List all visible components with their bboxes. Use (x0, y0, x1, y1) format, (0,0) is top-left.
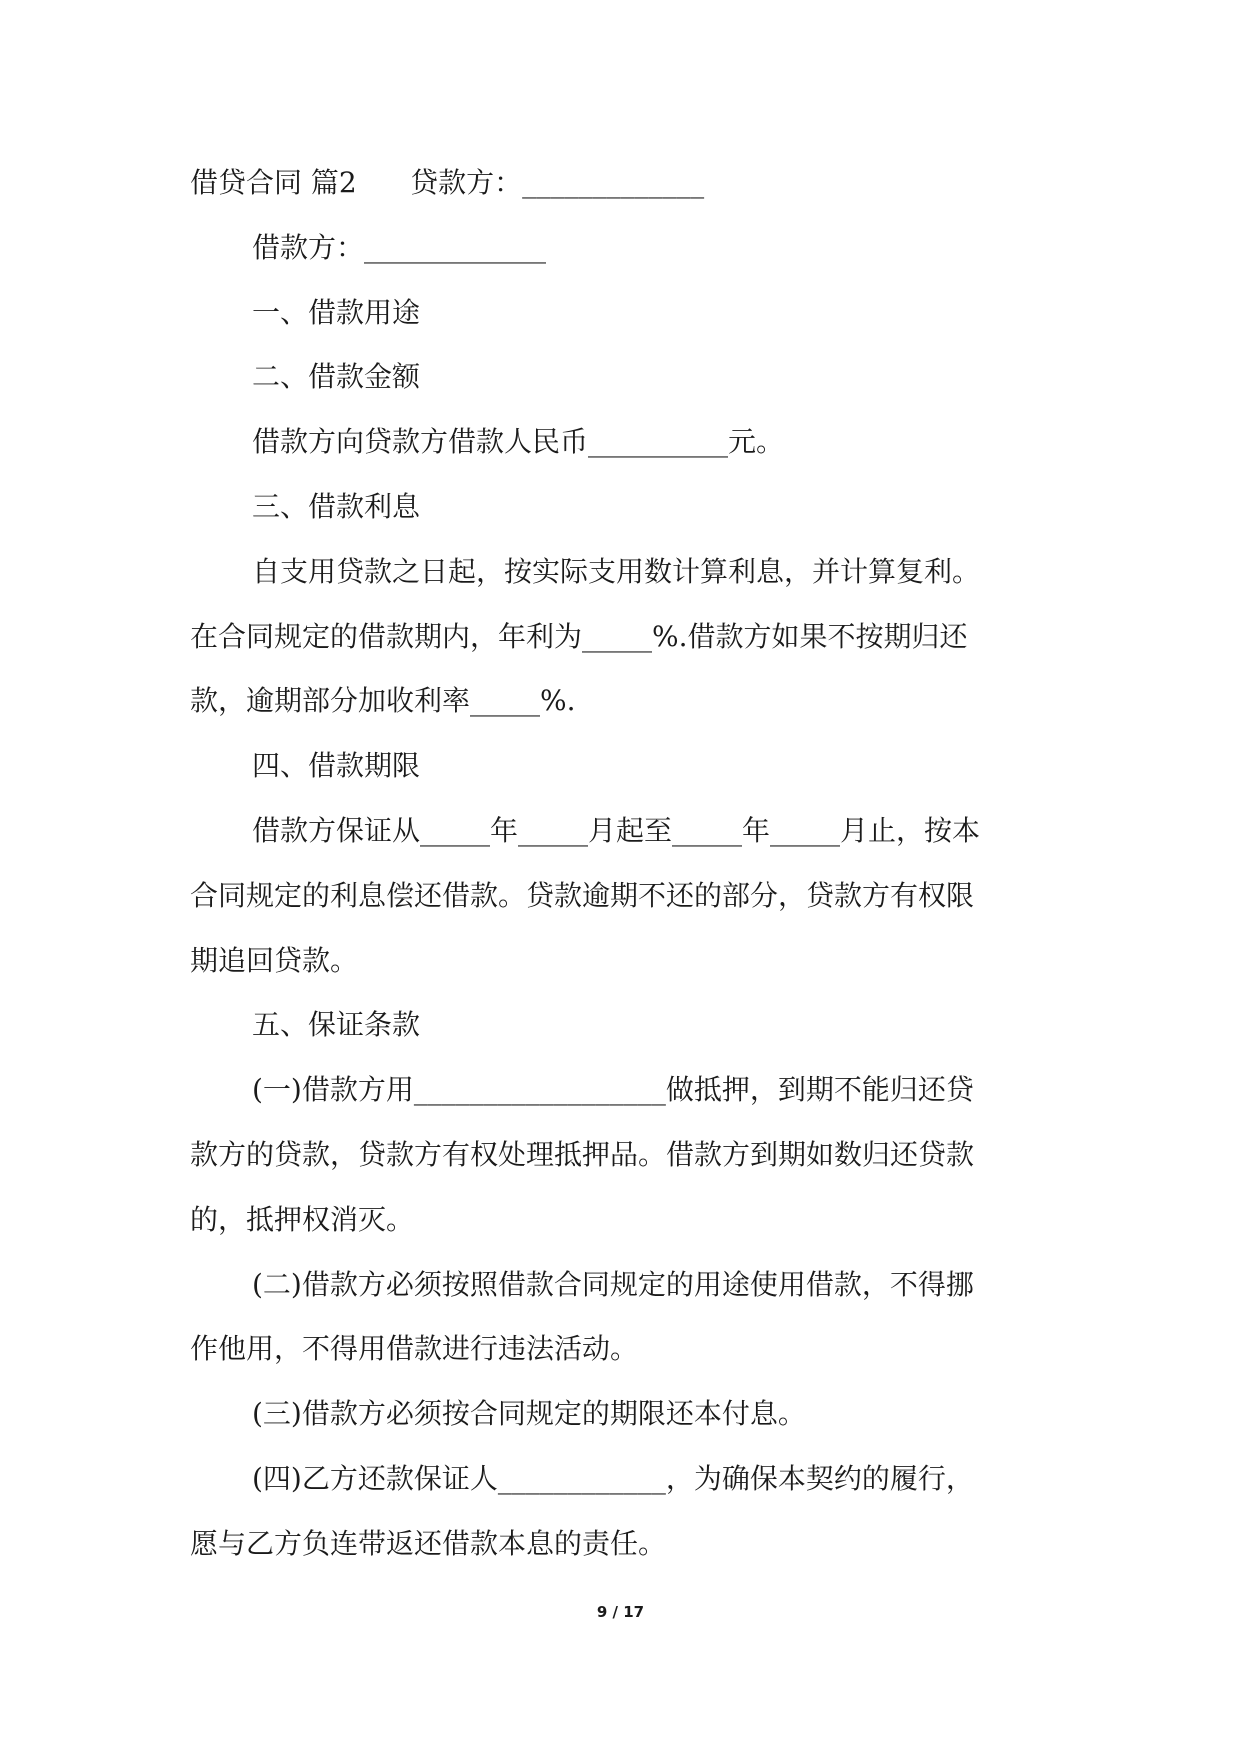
paragraph-line: 在合同规定的借款期内，年利为_____%.借款方如果不按期归还 (190, 620, 968, 653)
paragraph-line: (二)借款方必须按照借款合同规定的用途使用借款，不得挪 (252, 1268, 974, 1301)
paragraph-line: 自支用贷款之日起，按实际支用数计算利息，并计算复利。 (252, 555, 981, 588)
paragraph-line: (一)借款方用__________________做抵押，到期不能归还贷 (252, 1073, 974, 1106)
paragraph-line: 愿与乙方负连带返还借款本息的责任。 (190, 1527, 667, 1560)
paragraph-line: 借款方保证从_____年_____月起至_____年_____月止，按本 (252, 814, 981, 847)
section-heading: 三、借款利息 (252, 490, 421, 523)
paragraph-line: 款方的贷款，贷款方有权处理抵押品。借款方到期如数归还贷款 (190, 1138, 975, 1171)
borrower-line: 借款方：_____________ (252, 231, 547, 264)
section-heading: 四、借款期限 (252, 749, 421, 782)
page-number: 9 / 17 (596, 1603, 645, 1621)
title-line: 借贷合同 篇2 贷款方：_____________ (190, 166, 705, 199)
section-heading: 二、借款金额 (252, 360, 421, 393)
paragraph-line: 作他用，不得用借款进行违法活动。 (190, 1332, 639, 1365)
section-heading: 一、借款用途 (252, 296, 421, 329)
paragraph-line: (四)乙方还款保证人____________，为确保本契约的履行， (252, 1462, 974, 1495)
paragraph-line: 的，抵押权消灭。 (190, 1203, 415, 1236)
paragraph-line: (三)借款方必须按合同规定的期限还本付息。 (252, 1397, 806, 1430)
paragraph-line: 借款方向贷款方借款人民币__________元。 (252, 425, 785, 458)
section-heading: 五、保证条款 (252, 1008, 421, 1041)
paragraph-line: 合同规定的利息偿还借款。贷款逾期不还的部分，贷款方有权限 (190, 879, 975, 912)
paragraph-line: 款，逾期部分加收利率_____%. (190, 684, 576, 717)
paragraph-line: 期追回贷款。 (190, 944, 359, 977)
